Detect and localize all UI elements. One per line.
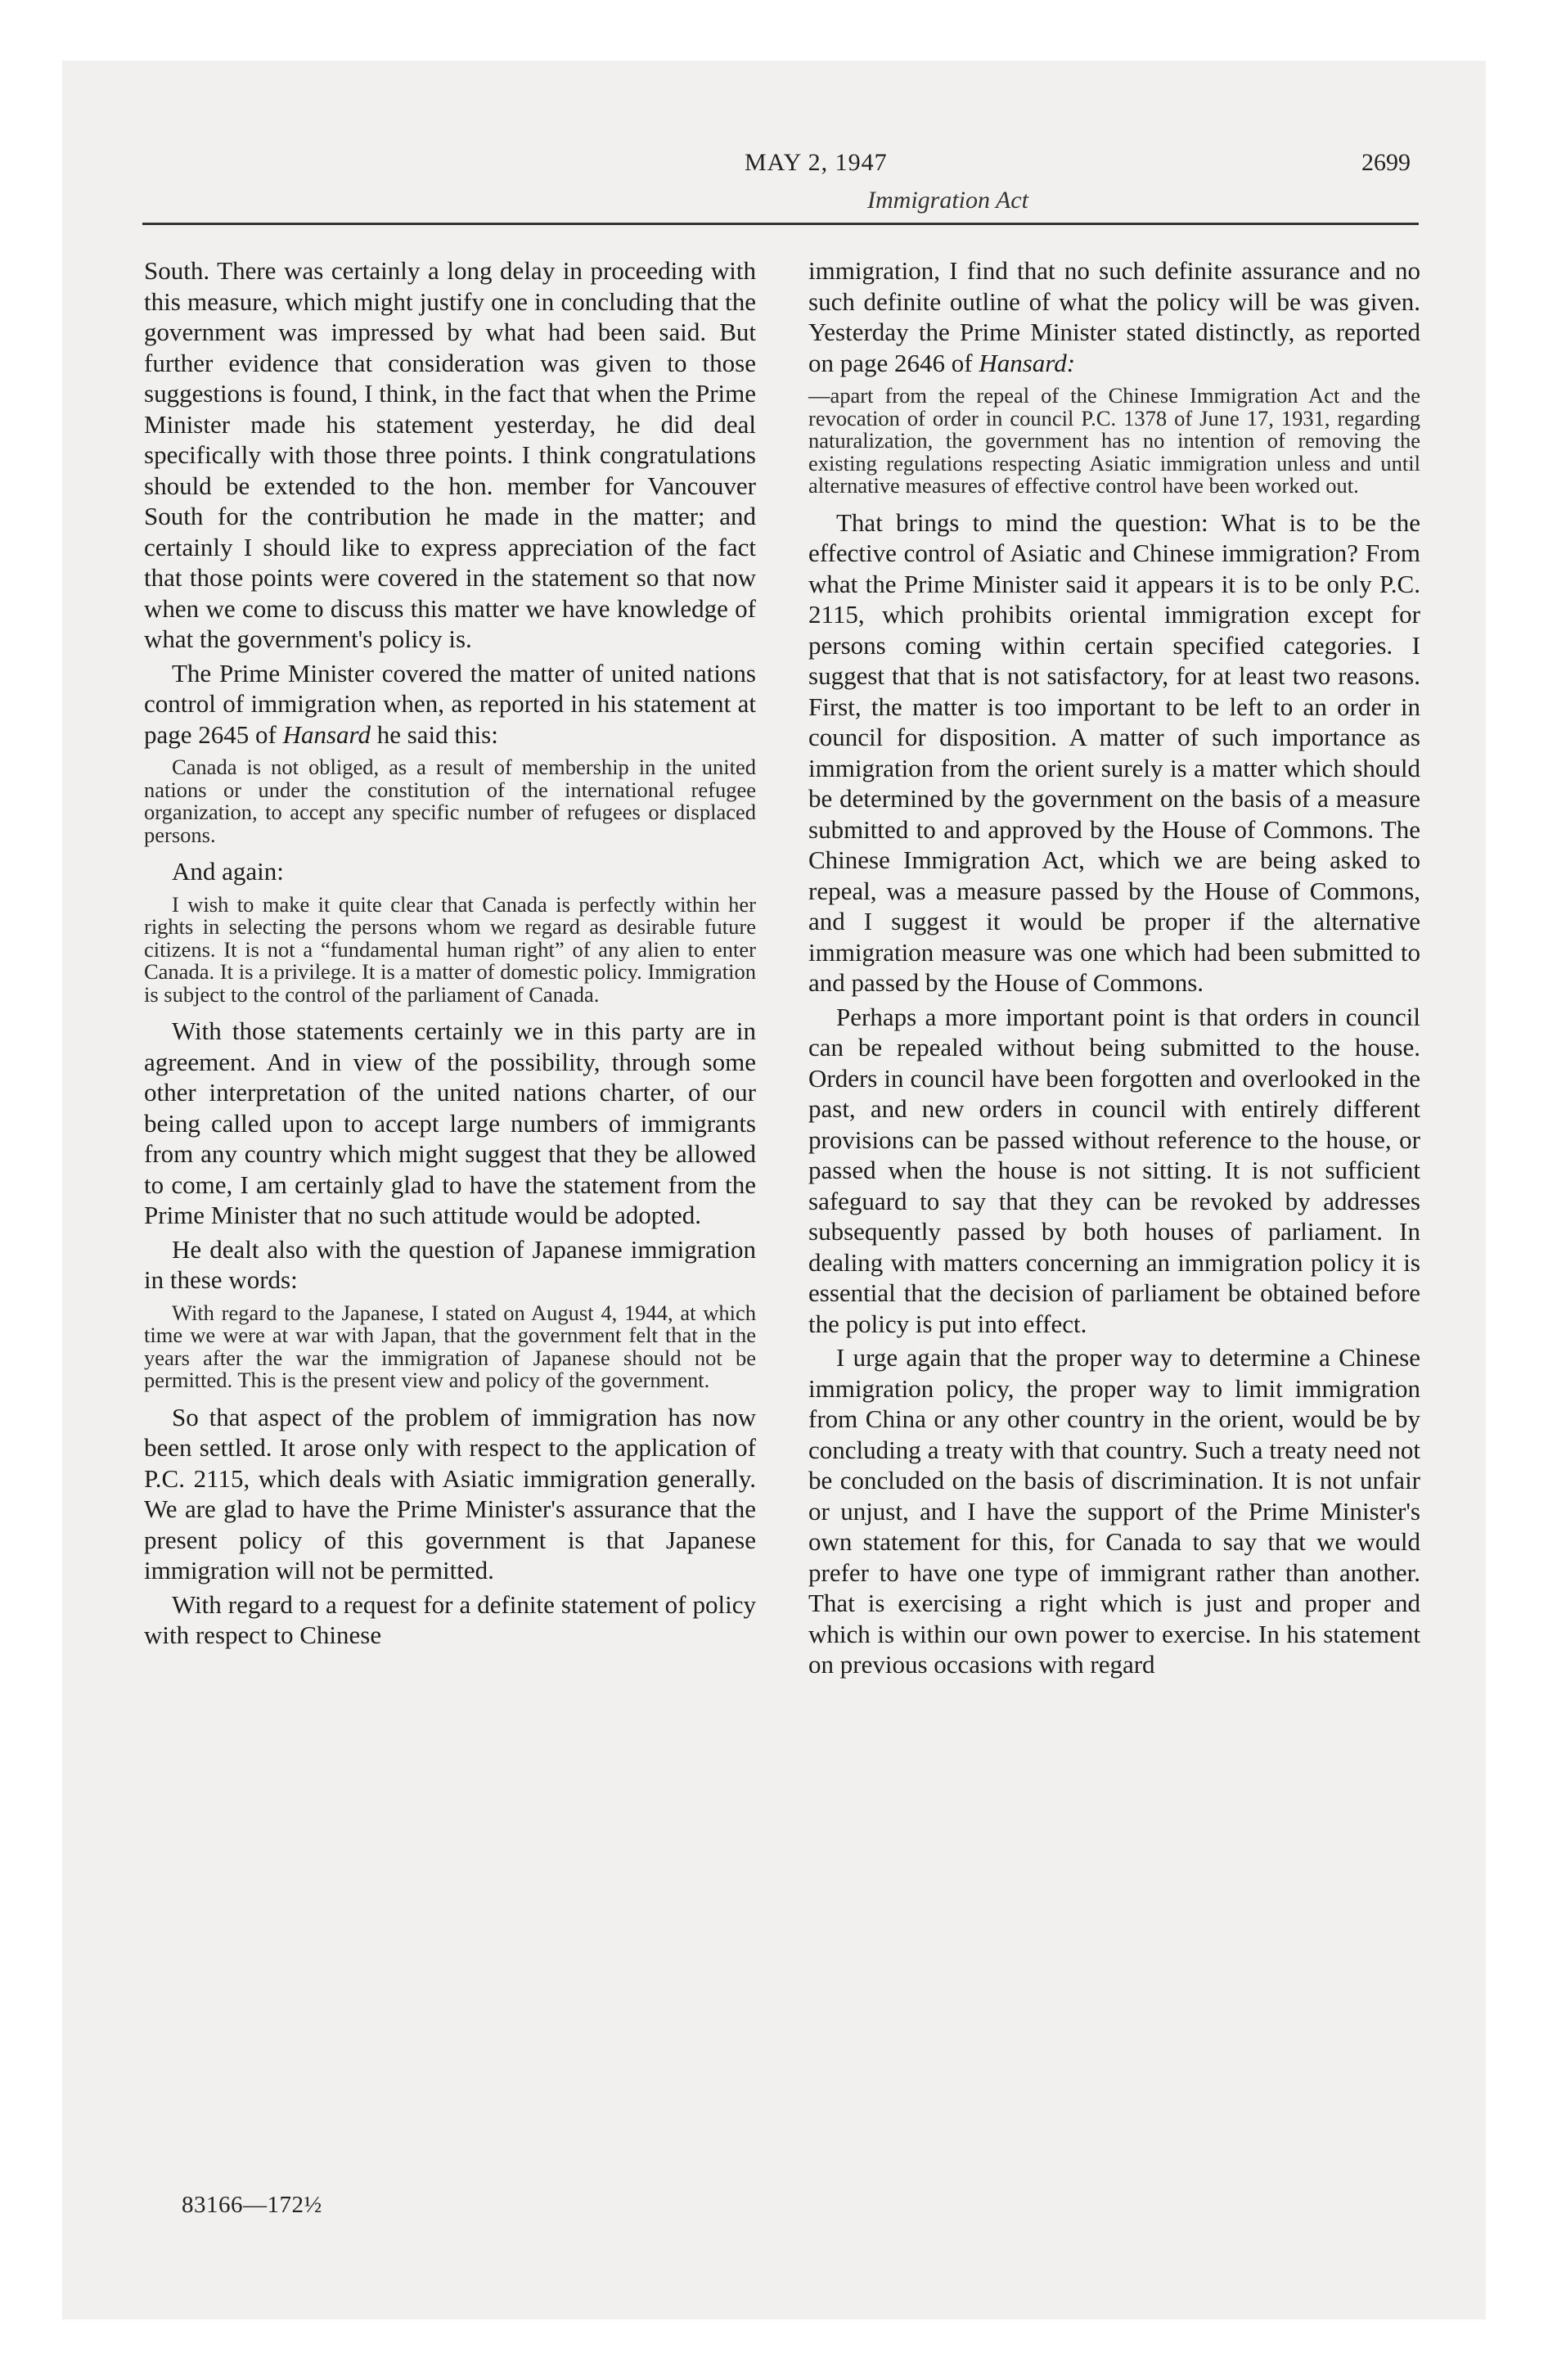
paragraph: He dealt also with the question of Japanese immigration in these words: [144, 1234, 756, 1294]
paragraph: The Prime Minister covered the matter of united nations control of immigration when, as reported in his statement at page 2645 of Hansard he said this: [144, 658, 756, 749]
page-number: 2699 [1361, 149, 1411, 176]
paragraph: That brings to mind the question: What is to be the effective control of Asiatic and Chinese immigration? From what the Prime Minister said it appears it is to be only P.C. 2115, which prohibits oriental immigration except for persons coming within certain specified categories. I suggest that that is not satisfactory, for at least two reasons. First, the matter is too important to be left to an order in council for disposition. A matter of such importance as immigration from the orient surely is a matter which should be determined by the government on the basis of a measure submitted to and approved by the House of Commons. The Chinese Immigration Act, which we are being asked to repeal, was a measure passed by the House of Commons, and I suggest it would be proper if the alternative immigration measure was one which had been submitted to and passed by the House of Commons. [808, 507, 1420, 997]
paragraph: I urge again that the proper way to determine a Chinese immigration policy, the proper way to limit immigration from China or any other country in the orient, would be by concluding a treaty with that country. Such a treaty need not be concluded on the basis of discrimination. It is not unfair or unjust, and I have the support of the Prime Minister's own statement for this, for Canada to say that we would prefer to have one type of immigrant rather than another. That is exercising a right which is just and proper and which is within our own power to exercise. In his statement on previous occasions with regard [808, 1343, 1420, 1679]
block-quote: I wish to make it quite clear that Canada is perfectly within her rights in selecting the persons whom we regard as desirable future citizens. It is not a “fundamental human right” of any alien to enter Canada. It is a privilege. It is a matter of domestic policy. Immigration is subject to the control of the parliament of Canada. [144, 891, 756, 1007]
footer-reference: 83166—172½ [182, 2192, 322, 2218]
paragraph: With regard to a request for a definite statement of policy with respect to Chinese [144, 1589, 756, 1649]
header-date: MAY 2, 1947 [745, 149, 888, 176]
header-subtitle: Immigration Act [867, 187, 1028, 214]
right-column [808, 255, 1420, 1684]
block-quote: Canada is not obliged, as a result of membership in the united nations or under the constitution of the international refugee organization, to accept any specific number of refugees or displaced persons. [144, 755, 756, 847]
paragraph: immigration, I find that no such definite assurance and no such definite outline of what the policy will be was given. Yesterday the Prime Minister stated distinctly, as reported on page 2646 of Hansard: [808, 256, 1420, 377]
block-quote: —apart from the repeal of the Chinese Immigration Act and the revocation of order in council P.C. 1378 of June 17, 1931, regarding naturalization, the government has no intention of removing the existing regulations respecting Asiatic immigration unless and until alternative measures of effective control have been worked out. [808, 383, 1420, 498]
paragraph: And again: [172, 857, 284, 886]
header-rule [142, 223, 1419, 225]
paragraph: South. There was certainly a long delay in proceeding with this measure, which might justify one in concluding that the government was impressed by what had been said. But further evidence that consideration was given to those suggestions is found, I think, in the fact that when the Prime Minister made his statement yesterday, he did deal specifically with those three points. I think congratulations should be extended to the hon. member for Vancouver South for the contribution he made in the matter; and certainly I should like to express appreciation of the fact that those points were covered in the statement so that now when we come to discuss this matter we have knowledge of what the government's policy is. [144, 256, 756, 653]
block-quote: With regard to the Japanese, I stated on August 4, 1944, at which time we were at war with Japan, that the government felt that in the years after the war the immigration of Japanese should not be permitted. This is the present view and policy of the government. [144, 1300, 756, 1392]
paragraph: With those statements certainly we in this party are in agreement. And in view of the possibility, through some other interpretation of the united nations charter, of our being called upon to accept large numbers of immigrants from any country which might suggest that they be allowed to come, I am certainly glad to have the statement from the Prime Minister that no such attitude would be adopted. [144, 1016, 756, 1229]
left-column [144, 255, 756, 1654]
paragraph: Perhaps a more important point is that orders in council can be repealed without being submitted to the house. Orders in council have been forgotten and overlooked in the past, and new orders in council with entirely different provisions can be passed without reference to the house, or passed when the house is not sitting. It is not sufficient safeguard to say that they can be revoked by addresses subsequently passed by both houses of parliament. In dealing with matters concerning an immigration policy it is essential that the decision of parliament be obtained before the policy is put into effect. [808, 1002, 1420, 1338]
paragraph: So that aspect of the problem of immigration has now been settled. It arose only with respect to the application of P.C. 2115, which deals with Asiatic immigration generally. We are glad to have the Prime Minister's assurance that the present policy of this government is that Japanese immigration will not be permitted. [144, 1402, 756, 1584]
